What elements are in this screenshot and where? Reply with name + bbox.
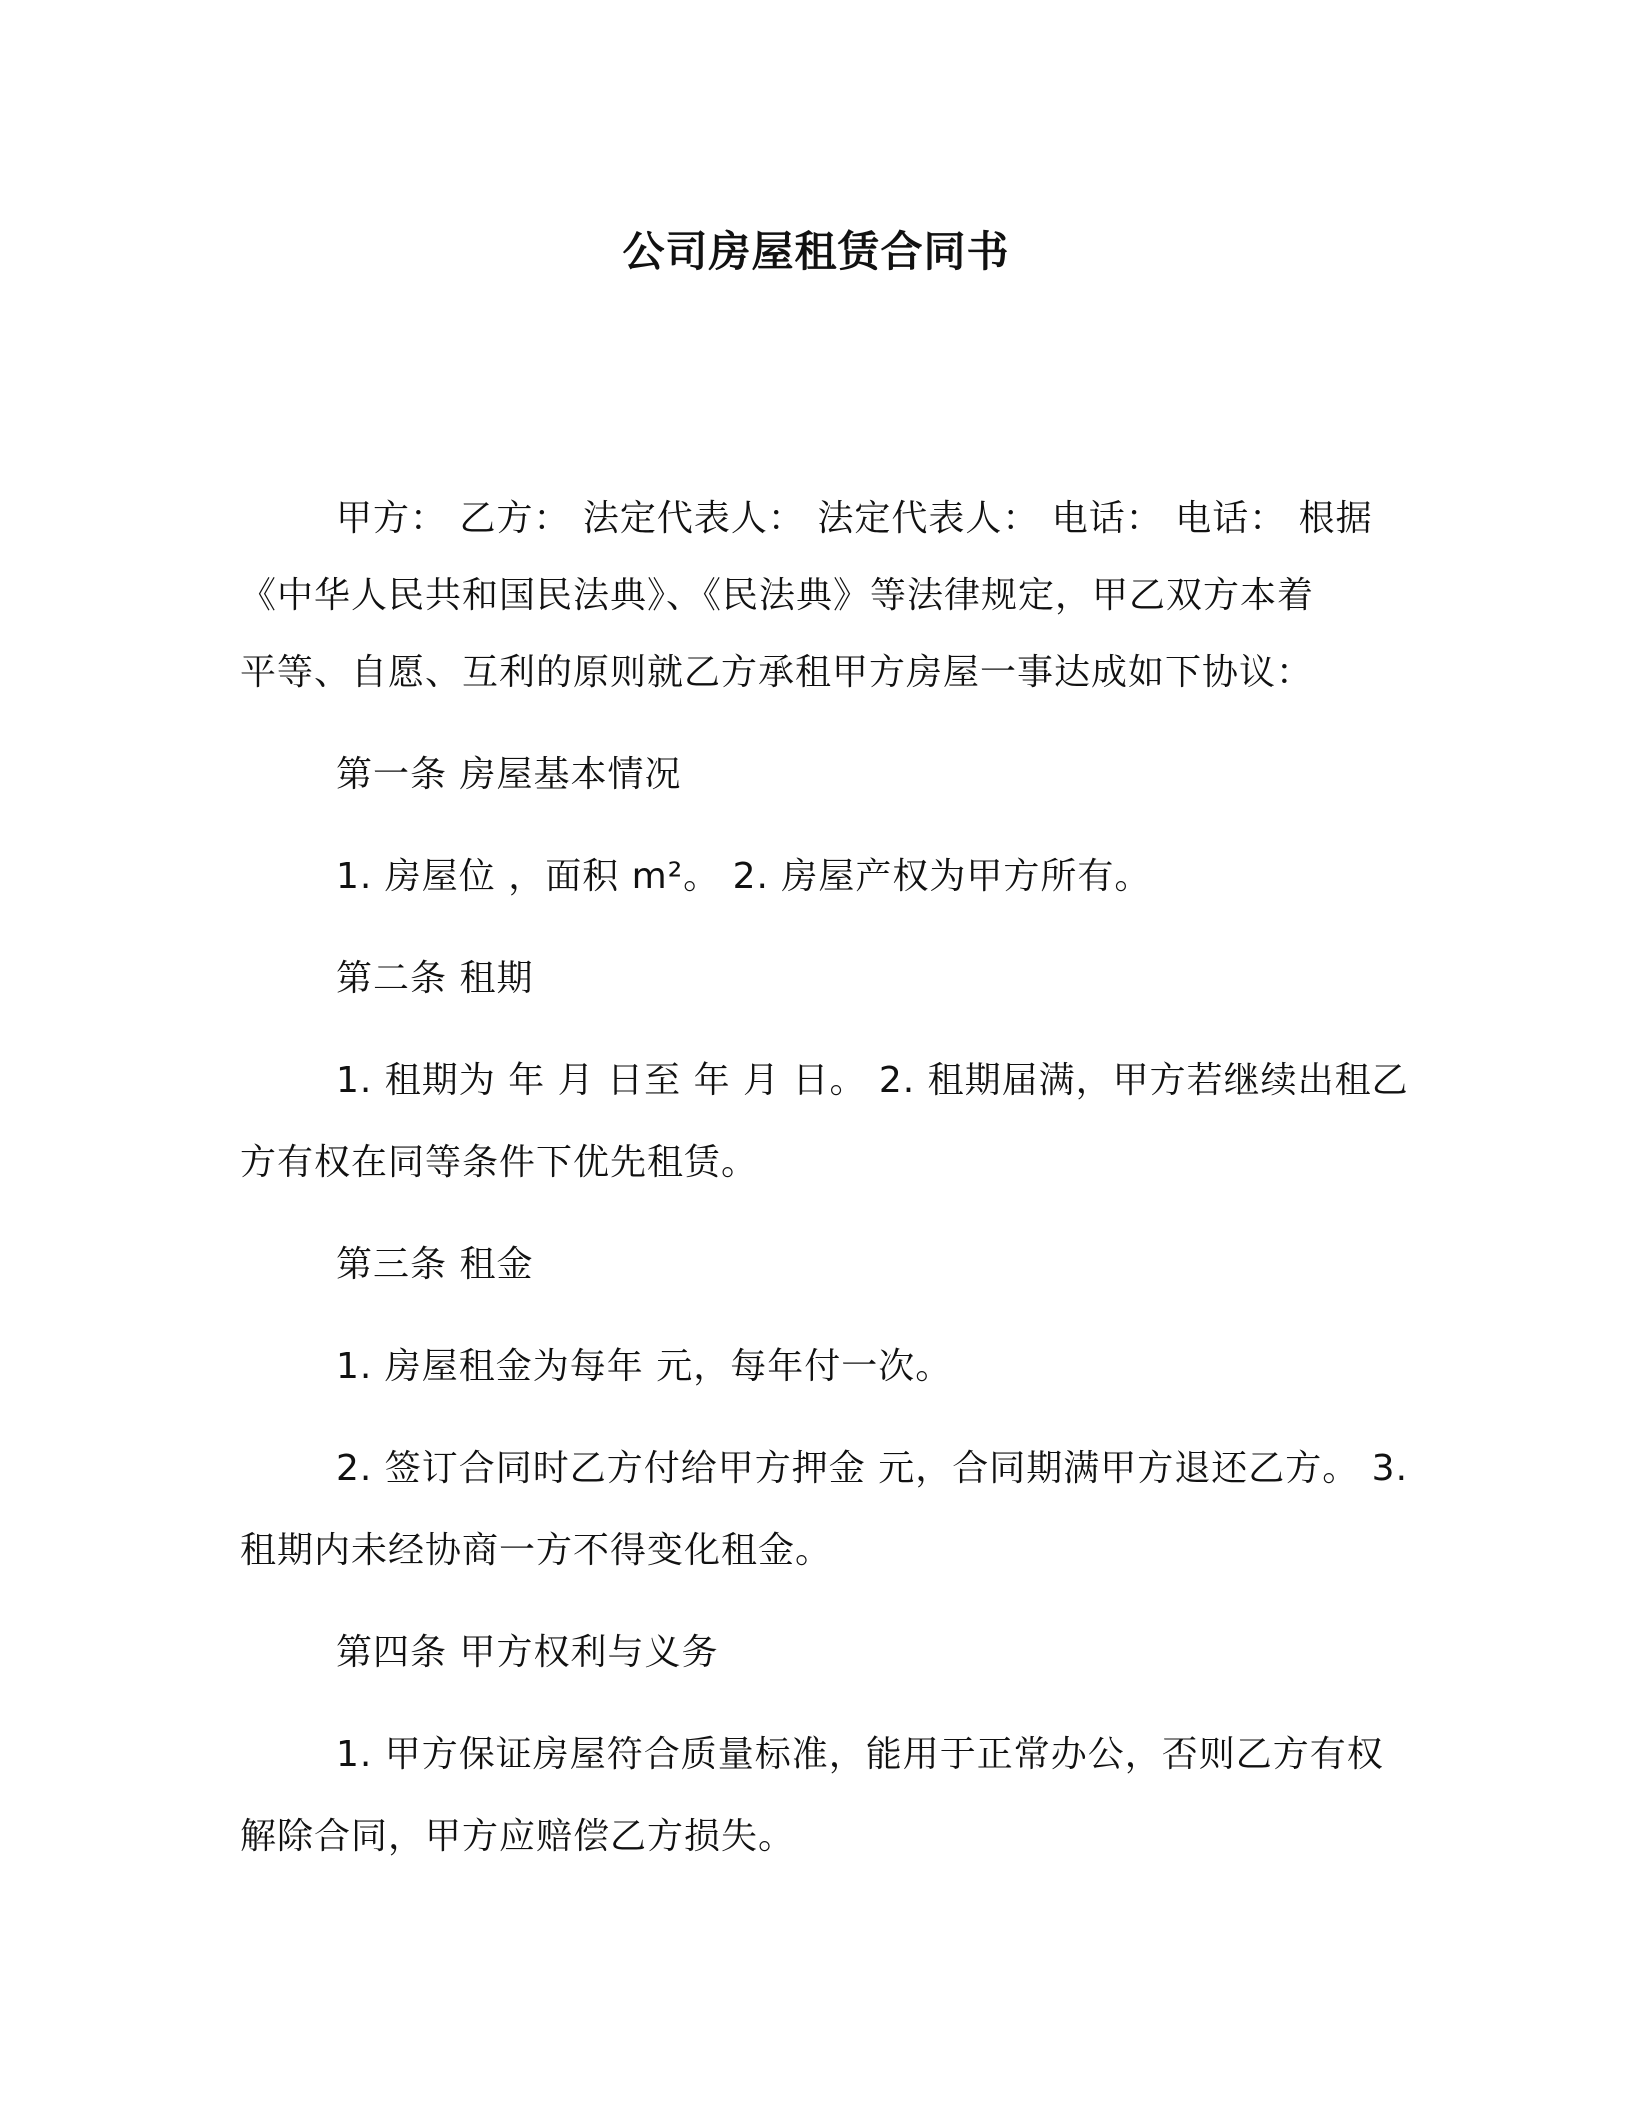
article-4-item-1-line-1: 1. 甲方保证房屋符合质量标准，能用于正常办公，否则乙方有权 xyxy=(336,1734,1384,1775)
intro-paragraph-cont-2 xyxy=(240,632,1420,714)
article-2-line-1: 1. 租期为 年 月 日至 年 月 日。 2. 租期届满，甲方若继续出租乙 xyxy=(336,1060,1409,1101)
article-3-item-1-text: 1. 房屋租金为每年 元，每年付一次。 xyxy=(336,1346,953,1387)
article-3-item-2-line-1: 2. 签订合同时乙方付给甲方押金 元，合同期满甲方退还乙方。 3. xyxy=(336,1448,1409,1489)
article-4-item-1 xyxy=(240,1714,1420,1796)
article-4-item-1-line-2: 解除合同，甲方应赔偿乙方损失。 xyxy=(240,1816,796,1857)
article-3-item-1 xyxy=(240,1326,1420,1408)
intro-line-2: 《中华人民共和国民法典》、《民法典》等法律规定，甲乙双方本着 xyxy=(240,575,1315,616)
article-4-item-1-cont xyxy=(240,1796,1420,1878)
article-3-item-2 xyxy=(240,1428,1420,1510)
article-4-heading-text: 第四条 甲方权利与义务 xyxy=(336,1632,719,1673)
article-1-line-1: 1. 房屋位 ，面积 m²。 2. 房屋产权为甲方所有。 xyxy=(336,856,1152,897)
article-1-heading xyxy=(240,734,1420,816)
intro-paragraph-cont xyxy=(240,555,1420,637)
document-title: 公司房屋租赁合同书 xyxy=(622,227,1010,276)
article-1-heading-text: 第一条 房屋基本情况 xyxy=(336,754,682,795)
intro-paragraph xyxy=(240,478,1420,560)
article-2-heading-text: 第二条 租期 xyxy=(336,958,534,999)
intro-line-1: 甲方： 乙方： 法定代表人： 法定代表人： 电话： 电话： 根据 xyxy=(336,498,1373,539)
intro-line-3: 平等、自愿、互利的原则就乙方承租甲方房屋一事达成如下协议： xyxy=(240,652,1314,693)
article-4-heading xyxy=(240,1612,1420,1694)
article-1-body xyxy=(240,836,1420,918)
article-2-heading xyxy=(240,938,1420,1020)
article-3-heading-text: 第三条 租金 xyxy=(336,1244,534,1285)
article-2-body-cont xyxy=(240,1122,1420,1204)
article-2-line-2: 方有权在同等条件下优先租赁。 xyxy=(240,1142,759,1183)
article-3-item-2-cont xyxy=(240,1510,1420,1592)
article-2-body xyxy=(240,1040,1420,1122)
article-3-item-2-line-2: 租期内未经协商一方不得变化租金。 xyxy=(240,1530,833,1571)
article-3-heading xyxy=(240,1224,1420,1306)
